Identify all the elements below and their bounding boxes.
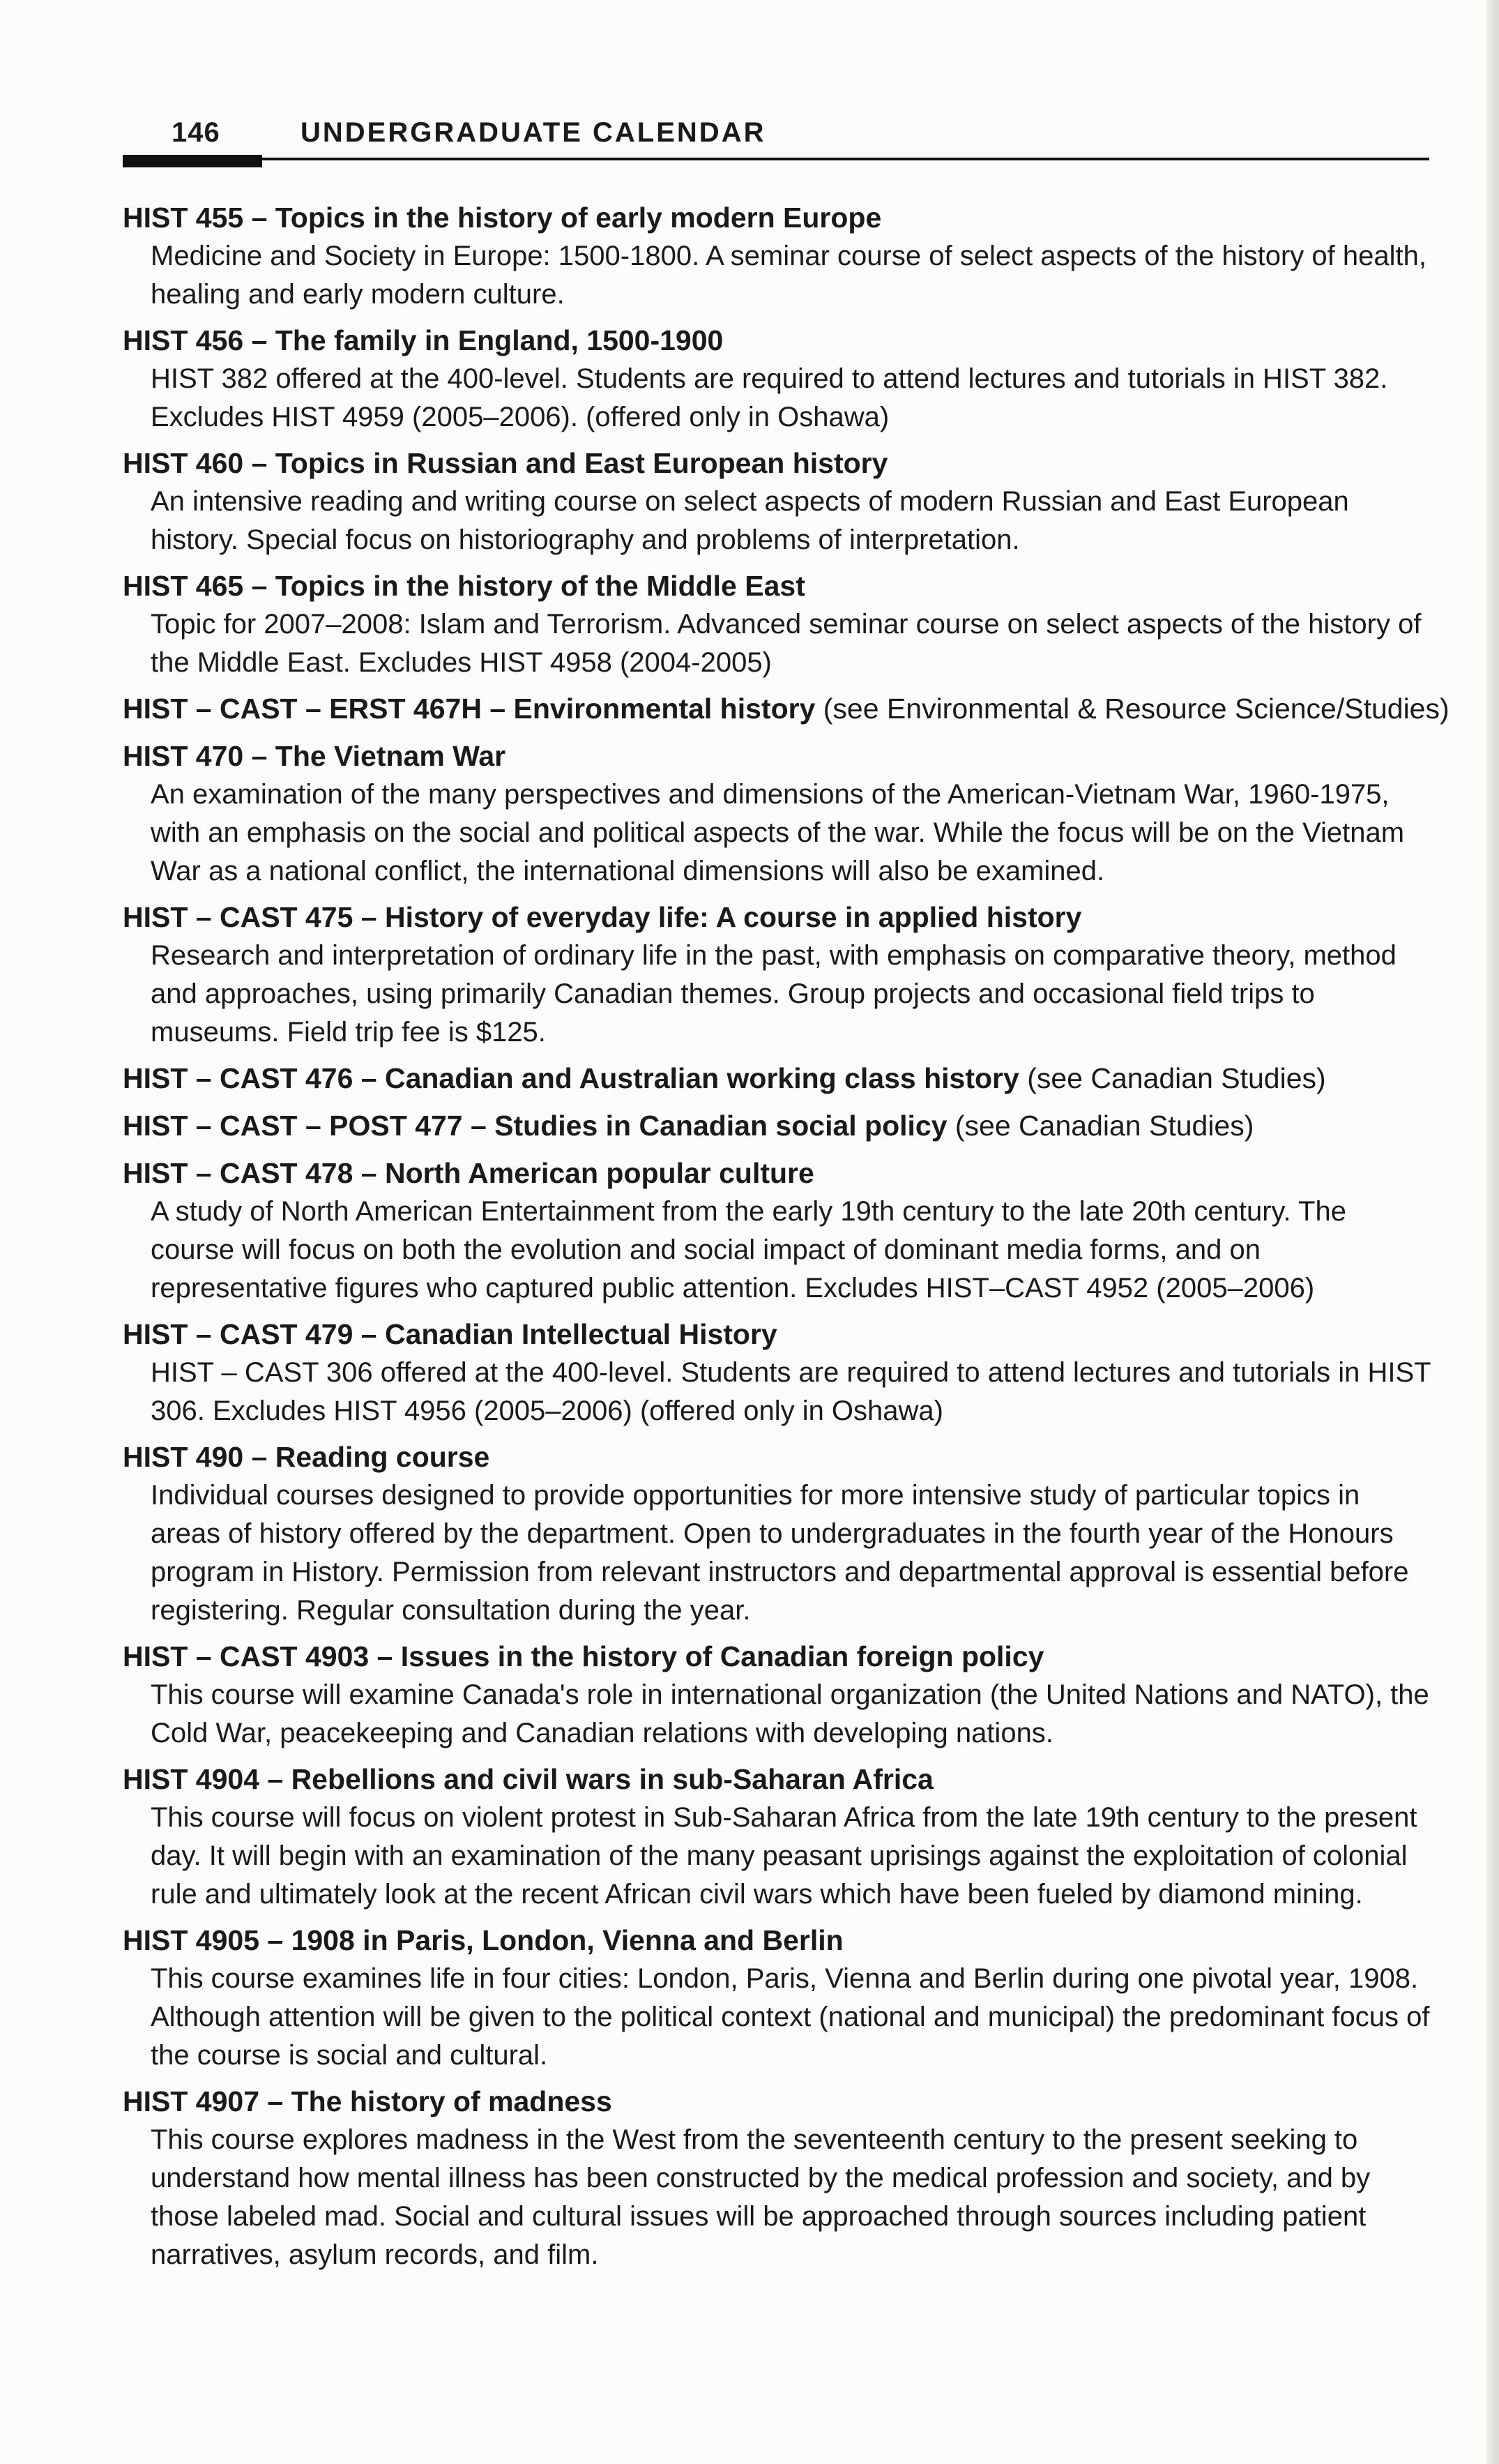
course-description: This course will examine Canada's role in international organization (the United Nations and NATO), the Cold War, peacekeeping and Canadian relations with developing nations. [151, 1679, 1429, 1748]
course-entry [123, 1057, 1433, 1099]
course-entry [123, 197, 1433, 314]
course-description: A study of North American Entertainment from the early 19th century to the late 20th century. The course will focus on both the evolution and social impact of dominant media forms, and on representative figures who captured public attention. Excludes HIST–CAST 4952 (2005–2006) [151, 1196, 1346, 1303]
course-title: HIST 4904 – Rebellions and civil wars in sub-Saharan Africa [123, 1763, 934, 1795]
course-entry [123, 1313, 1433, 1430]
course-entry [123, 1919, 1433, 2075]
course-title: HIST – CAST – POST 477 – Studies in Canadian social policy (see Canadian Studies) [123, 1110, 1254, 1142]
course-title: HIST 490 – Reading course [123, 1441, 490, 1473]
header-rule [123, 158, 1429, 160]
running-title: UNDERGRADUATE CALENDAR [300, 117, 766, 148]
course-description: HIST 382 offered at the 400-level. Students are required to attend lectures and tutorials in HIST 382. Excludes HIST 4959 (2005–2006). (offered only in Oshawa) [151, 363, 1388, 432]
course-description: An intensive reading and writing course on select aspects of modern Russian and East European history. Special focus on historiography and problems of interpretation. [151, 486, 1349, 555]
course-description: Topic for 2007–2008: Islam and Terrorism. Advanced seminar course on select aspects of the history of the Middle East. Excludes HIST 4958 (2004-2005) [151, 609, 1422, 678]
course-description: Individual courses designed to provide opportunities for more intensive study of particular topics in areas of history offered by the department. Open to undergraduates in the fourth year of the Honours program in History. Permission from relevant instructors and departmental approval is essential before registering. Regular consultation during the year. [151, 1480, 1409, 1626]
page-edge [1486, 0, 1499, 2464]
course-title: HIST 4907 – The history of madness [123, 2085, 612, 2117]
course-entry [123, 688, 1449, 730]
course-title: HIST – CAST 476 – Canadian and Australian working class history (see Canadian Studies) [123, 1062, 1326, 1094]
course-title: HIST – CAST – ERST 467H – Environmental history (see Environmental & Resource Science/Studies) [123, 693, 1449, 725]
page-header [123, 117, 1429, 160]
course-description: This course will focus on violent protest in Sub-Saharan Africa from the late 19th century to the present day. It will begin with an examination of the many peasant uprisings against the exploitation of colonial rule and ultimately look at the recent African civil wars which have been fueled by diamond mining. [151, 1802, 1417, 1910]
course-description: HIST – CAST 306 offered at the 400-level. Students are required to attend lectures and tutorials in HIST 306. Excludes HIST 4956 (2005–2006) (offered only in Oshawa) [151, 1357, 1431, 1426]
course-description: An examination of the many perspectives and dimensions of the American-Vietnam War, 1960-1975, with an emphasis on the social and political aspects of the war. While the focus will be on the Vietnam War as a national conflict, the international dimensions will also be examined. [151, 779, 1405, 886]
course-title: HIST 4905 – 1908 in Paris, London, Vienna and Berlin [123, 1924, 844, 1956]
course-description: This course explores madness in the West from the seventeenth century to the present seeking to understand how mental illness has been constructed by the medical profession and society, and by those labeled mad. Social and cultural issues will be approached through sources including patient narratives, asylum records, and film. [151, 2124, 1371, 2270]
course-title: HIST 470 – The Vietnam War [123, 740, 506, 772]
course-list [123, 197, 1449, 2280]
course-entry [123, 896, 1433, 1052]
course-title: HIST 455 – Topics in the history of early modern Europe [123, 202, 882, 234]
course-title: HIST – CAST 478 – North American popular culture [123, 1157, 814, 1189]
course-entry [123, 1436, 1433, 1630]
course-entry [123, 1758, 1433, 1914]
course-title: HIST 460 – Topics in Russian and East European history [123, 447, 888, 479]
course-entry [123, 2080, 1433, 2274]
page-number: 146 [172, 117, 220, 148]
course-entry [123, 319, 1433, 437]
course-description: Research and interpretation of ordinary life in the past, with emphasis on comparative theory, method and approaches, using primarily Canadian themes. Group projects and occasional field trips to museums. Field trip fee is $125. [151, 940, 1397, 1048]
course-entry [123, 1105, 1433, 1147]
course-description: Medicine and Society in Europe: 1500-1800. A seminar course of select aspects of the history of health, healing and early modern culture. [151, 241, 1426, 310]
course-entry [123, 1152, 1433, 1308]
header-rule-tab [123, 155, 262, 167]
course-title: HIST 456 – The family in England, 1500-1900 [123, 324, 724, 356]
course-entry [123, 1635, 1433, 1753]
course-title: HIST – CAST 475 – History of everyday life: A course in applied history [123, 901, 1082, 933]
course-entry [123, 565, 1433, 682]
course-description: This course examines life in four cities: London, Paris, Vienna and Berlin during one pivotal year, 1908. Although attention will be given to the political context (national and municipal) the predominant focus of the course is social and cultural. [151, 1963, 1430, 2071]
course-entry [123, 735, 1433, 891]
course-title: HIST 465 – Topics in the history of the Middle East [123, 570, 805, 602]
course-title: HIST – CAST 479 – Canadian Intellectual History [123, 1318, 777, 1350]
course-title: HIST – CAST 4903 – Issues in the history of Canadian foreign policy [123, 1640, 1044, 1672]
course-entry [123, 442, 1433, 559]
